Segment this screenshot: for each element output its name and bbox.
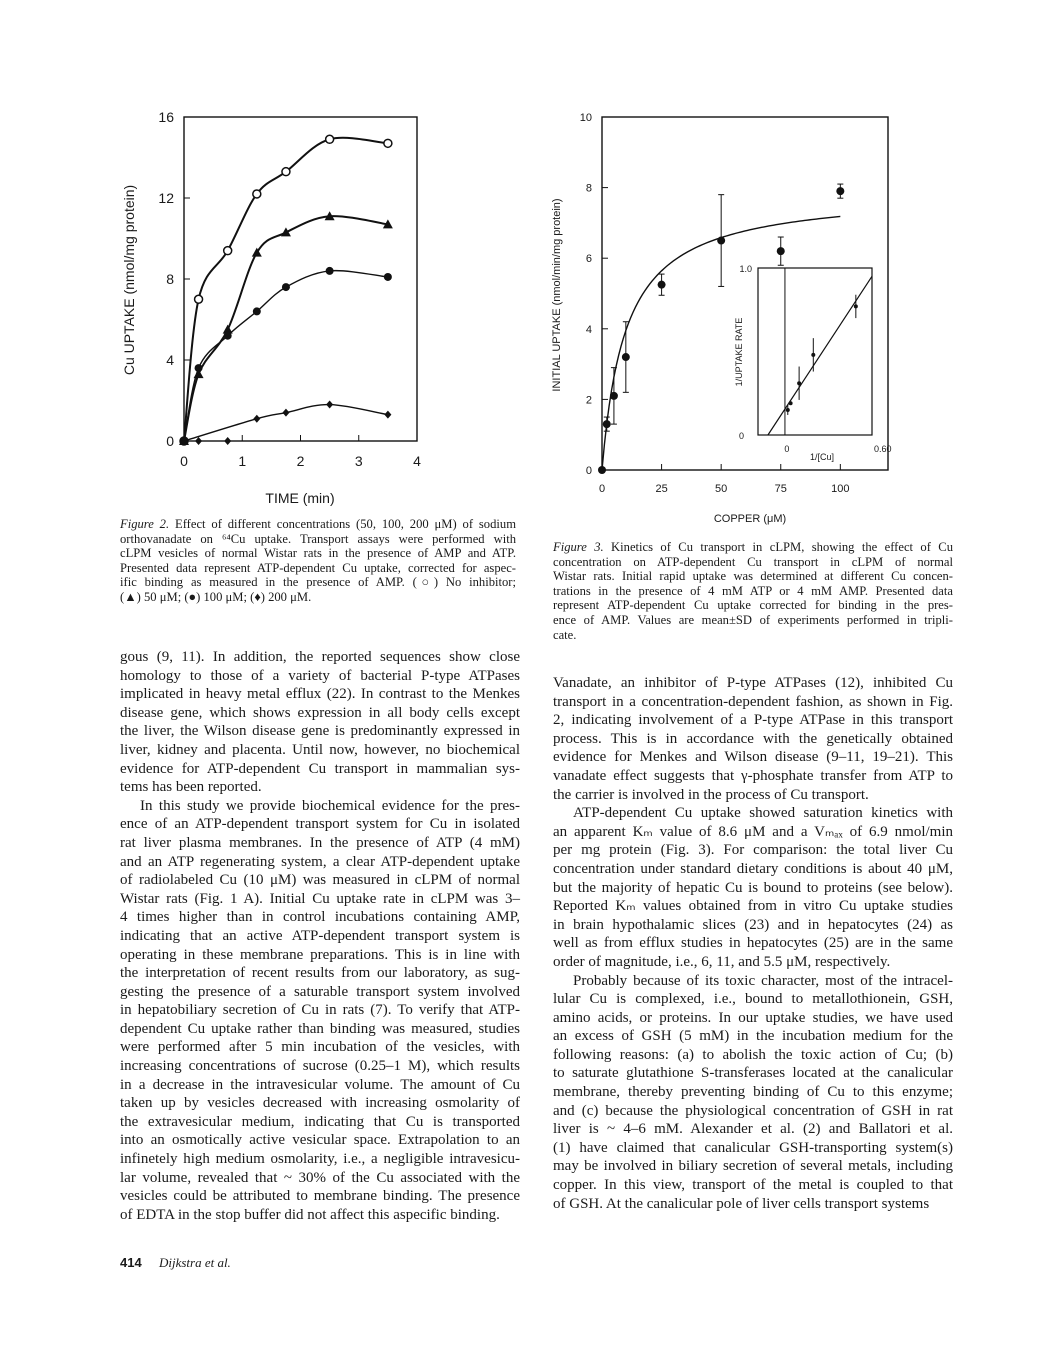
text-line: Probably because of its toxic character, most of the intracel- xyxy=(573,972,953,989)
text-line: ATP-dependent Cu uptake showed saturation kinetics with xyxy=(573,805,953,822)
text-line: ence of an ATP-dependent transport system for Cu in isolated xyxy=(120,816,520,833)
inset-y-axis-label: 1/UPTAKE RATE xyxy=(734,317,744,387)
text-line: well as from efflux studies in hepatocytes (25) are in the same xyxy=(553,935,953,952)
caption-text: Kinetics of Cu transport in cLPM, showing the effect of Cu xyxy=(603,540,954,554)
text-line: concentration under standard dietary conditions is about 40 μM, xyxy=(553,860,953,877)
text-line: membrane, thereby preventing binding of Cu to this enzyme; xyxy=(553,1084,953,1101)
text-line: and (c) because the physiological concentration of GSH in rat xyxy=(553,1102,953,1119)
y-tick-label: 16 xyxy=(158,109,174,125)
caption-line: (▲) 50 μM; (●) 100 μM; (♦) 200 μM. xyxy=(120,589,312,604)
text-line: in brain hypothalamic slices (23) and in hepatocytes (24) as xyxy=(553,916,953,933)
text-line: per mg protein (Fig. 3). For comparison: the total liver Cu xyxy=(553,842,953,859)
y-tick-label: 0 xyxy=(585,465,592,477)
inset-data-point xyxy=(797,381,801,385)
text-line: evidence for Menkes and Wilson disease (9–11, 19–21). This xyxy=(553,749,953,766)
paragraph xyxy=(553,674,953,804)
text-line: 4 times higher than in control incubations containing AMP, xyxy=(120,909,520,926)
figure-label: Figure 3. xyxy=(553,540,604,554)
text-line: increasing concentrations of sucrose (0.25–1 M), which results xyxy=(120,1058,520,1075)
caption-line: cLPM vesicles of normal Wistar rats in the presence of AMP and ATP. xyxy=(120,546,516,561)
text-line: were performed after 5 min incubation of the vesicles, with xyxy=(120,1039,520,1056)
y-tick-label: 8 xyxy=(166,271,174,287)
y-axis-label: INITIAL UPTAKE (nmol/min/mg protein) xyxy=(551,198,563,392)
caption-line: Presented data represent ATP-dependent Cu uptake, corrected for aspec- xyxy=(120,560,516,575)
caption-line: ence of AMP. Values are mean±SD of experiments performed in tripli- xyxy=(553,612,953,627)
y-tick-label: 8 xyxy=(585,182,592,195)
inset-frame xyxy=(758,268,872,435)
x-tick-label: 50 xyxy=(715,483,728,495)
page-number: 414 xyxy=(120,1255,142,1270)
text-line: Wistar rats (Fig. 1 A). Initial Cu uptake rate in cLPM was 3– xyxy=(120,890,520,907)
text-line: vanadate effect suggests that γ-phosphate transfer from ATP to xyxy=(553,767,953,784)
x-tick-label: 100 xyxy=(831,483,850,495)
text-line: homology to those of a variety of bacterial P-type ATPases xyxy=(120,667,520,684)
x-tick-label: 1 xyxy=(238,453,247,469)
inset-x-axis-label: 1/[Cu] xyxy=(809,452,835,462)
figure-3-caption xyxy=(553,540,953,642)
y-tick-label: 0 xyxy=(166,433,174,449)
text-line: into an osmotically active vesicular space. Extrapolation to an xyxy=(120,1132,520,1149)
y-tick-label: 10 xyxy=(579,112,592,124)
text-line: In this study we provide biochemical evidence for the pres- xyxy=(140,797,520,814)
text-line: lar volume, revealed that ~ 30% of the Cu associated with the xyxy=(120,1169,520,1186)
body-column-right xyxy=(553,674,953,1213)
text-line: an excess of GSH (5 mM) in the incubation medium for the xyxy=(553,1028,953,1045)
caption-line: Wistar rats. Initial rapid uptake was determined at different Cu concen- xyxy=(553,569,953,584)
data-point xyxy=(598,466,606,474)
text-line: in a decrease in the intravesicular volume. The amount of Cu xyxy=(120,1076,520,1093)
text-line: amino acids, or proteins. In our uptake studies, we have used xyxy=(553,1009,953,1026)
inset-data-point xyxy=(811,353,815,357)
text-line: the interpretation of recent results from our laboratory, as sug- xyxy=(120,965,520,982)
y-tick-label: 2 xyxy=(585,394,592,407)
data-point xyxy=(603,420,611,428)
x-axis-label: TIME (min) xyxy=(265,490,335,506)
inset-y-tick-label: 0 xyxy=(738,431,744,441)
text-line: vesicles could be attributed to membrane binding. The presence xyxy=(120,1188,520,1205)
data-point xyxy=(610,392,618,400)
text-line: (1) have claimed that canalicular GSH-transporting system(s) xyxy=(553,1139,953,1156)
x-tick-label: 3 xyxy=(354,453,363,469)
text-line: the liver, the Wilson disease gene is predominantly expressed in xyxy=(120,723,520,740)
text-line: tems has been reported. xyxy=(120,779,262,796)
x-tick-label: 75 xyxy=(774,483,787,495)
paragraph xyxy=(120,797,520,1225)
caption-line: orthovanadate on ⁶⁴Cu uptake. Transport assays were performed with xyxy=(120,531,516,546)
text-line: the extravesicular medium, indicating that Cu is transported xyxy=(120,1113,520,1130)
caption-line xyxy=(553,540,953,555)
text-line: taken up by vesicles decreased with increasing osmolarity of xyxy=(120,1095,520,1112)
caption-line: concentration on ATP-dependent Cu transport in cLPM of normal xyxy=(553,554,953,569)
inset-y-tick-label: 1.0 xyxy=(739,264,752,274)
inset-x-tick-label: 0.60 xyxy=(874,444,892,454)
data-point xyxy=(717,237,725,245)
y-tick-label: 4 xyxy=(585,323,592,336)
text-line: gous (9, 11). In addition, the reported sequences show close xyxy=(120,649,520,665)
inset-x-tick-label: 0 xyxy=(784,444,790,454)
text-line: indicating that an active ATP-dependent transport system is xyxy=(120,927,520,944)
running-authors: Dijkstra et al. xyxy=(158,1255,231,1270)
x-tick-label: 0 xyxy=(598,483,606,495)
text-line: of radiolabeled Cu (10 μM) was measured in cLPM of normal xyxy=(120,872,520,889)
paragraph xyxy=(553,972,953,1214)
y-tick-label: 12 xyxy=(158,190,174,206)
text-line: of EDTA in the stop buffer did not affect this aspecific binding. xyxy=(120,1206,500,1223)
caption-line: ific binding as measured in the presence of AMP. (○) No inhibitor; xyxy=(120,575,516,590)
paragraph xyxy=(553,804,953,971)
y-tick-label: 4 xyxy=(166,352,174,368)
text-line: transport in a concentration-dependent fashion, as shown in Fig. xyxy=(553,693,953,710)
text-line: Vanadate, an inhibitor of P-type ATPases (12), inhibited Cu xyxy=(553,675,953,691)
text-line: evidence for ATP-dependent Cu transport in mammalian sys- xyxy=(120,760,520,777)
data-point xyxy=(658,281,666,289)
text-line: following reasons: (a) to abolish the toxic action of Cu; (b) xyxy=(553,1046,953,1063)
page-footer xyxy=(120,1255,231,1271)
text-line: 2, indicating involvement of a P-type ATPase in this transport xyxy=(553,712,953,729)
body-column-left xyxy=(120,648,520,1224)
caption-line: cate. xyxy=(553,627,577,642)
text-line: infinetely high medium osmolarity, i.e., a negligible intravesicu- xyxy=(120,1151,520,1168)
text-line: disease gene, which shows expression in all body cells except xyxy=(120,704,520,721)
text-line: dependent Cu uptake rather than binding was measured, studies xyxy=(120,1020,520,1037)
data-point xyxy=(622,353,630,361)
text-line: operating in these membrane preparations. This is in line with xyxy=(120,946,520,963)
text-line: order of magnitude, i.e., 6, 11, and 5.5 μM, respectively. xyxy=(553,953,891,970)
text-line: copper. In this view, transport of the metal is coupled to that xyxy=(553,1177,953,1194)
text-line: process. This is in accordance with the genetically obtained xyxy=(553,730,953,747)
data-point xyxy=(777,247,785,255)
text-line: of GSH. At the canalicular pole of liver cells transport systems xyxy=(553,1195,930,1212)
text-line: the carrier is involved in the process of Cu transport. xyxy=(553,786,869,803)
x-tick-label: 4 xyxy=(413,453,421,469)
text-line: and an ATP regenerating system, a clear ATP-dependent uptake xyxy=(120,853,520,870)
caption-line: represent ATP-dependent Cu uptake corrected for binding in the pres- xyxy=(553,598,953,613)
caption-line xyxy=(120,517,516,532)
x-tick-label: 25 xyxy=(655,483,668,495)
caption-text: Effect of different concentrations (50, 100, 200 μM) of sodium xyxy=(169,517,516,531)
text-line: implicated in heavy metal efflux (22). In contrast to the Menkes xyxy=(120,686,520,703)
text-line: lular Cu is complexed, i.e., bound to metallothionein, GSH, xyxy=(553,991,953,1008)
figure-2-caption xyxy=(120,517,516,605)
data-point xyxy=(836,187,844,195)
text-line: but the majority of hepatic Cu is bound to proteins (see below). xyxy=(553,879,953,896)
x-tick-label: 0 xyxy=(180,453,188,469)
text-line: may be involved in biliary secretion of several metals, including xyxy=(553,1158,953,1175)
text-line: gesting the presence of a saturable transport system involved xyxy=(120,983,520,1000)
paragraph xyxy=(120,648,520,797)
figure-label: Figure 2. xyxy=(120,517,170,531)
x-axis-label: COPPER (μM) xyxy=(713,513,787,525)
text-line: an apparent Kₘ value of 8.6 μM and a Vₘₐₓ of 6.9 nmol/min xyxy=(553,823,953,840)
text-line: liver, kidney and placenta. Until now, however, no biochemical xyxy=(120,741,520,758)
caption-line: trations in the presence of 4 mM ATP or 4 mM AMP. Presented data xyxy=(553,583,953,598)
y-tick-label: 6 xyxy=(585,253,592,266)
text-line: in hepatobiliary secretion of Cu in rats (7). To verify that ATP- xyxy=(120,1002,520,1019)
text-line: Reported Kₘ values obtained from in vitro Cu uptake studies xyxy=(553,898,953,915)
x-tick-label: 2 xyxy=(296,453,305,469)
text-line: rat liver plasma membranes. In the presence of ATP (4 mM) xyxy=(120,834,520,851)
y-axis-label: Cu UPTAKE (nmol/mg protein) xyxy=(121,184,137,376)
text-line: to saturate glutathione S-transferases located at the canalicular xyxy=(553,1065,953,1082)
inset-data-point xyxy=(789,401,793,405)
inset-data-point xyxy=(854,304,858,308)
text-line: liver is ~ 4–6 mM. Alexander et al. (2) and Ballatori et al. xyxy=(553,1121,953,1138)
inset-data-point xyxy=(786,408,790,412)
